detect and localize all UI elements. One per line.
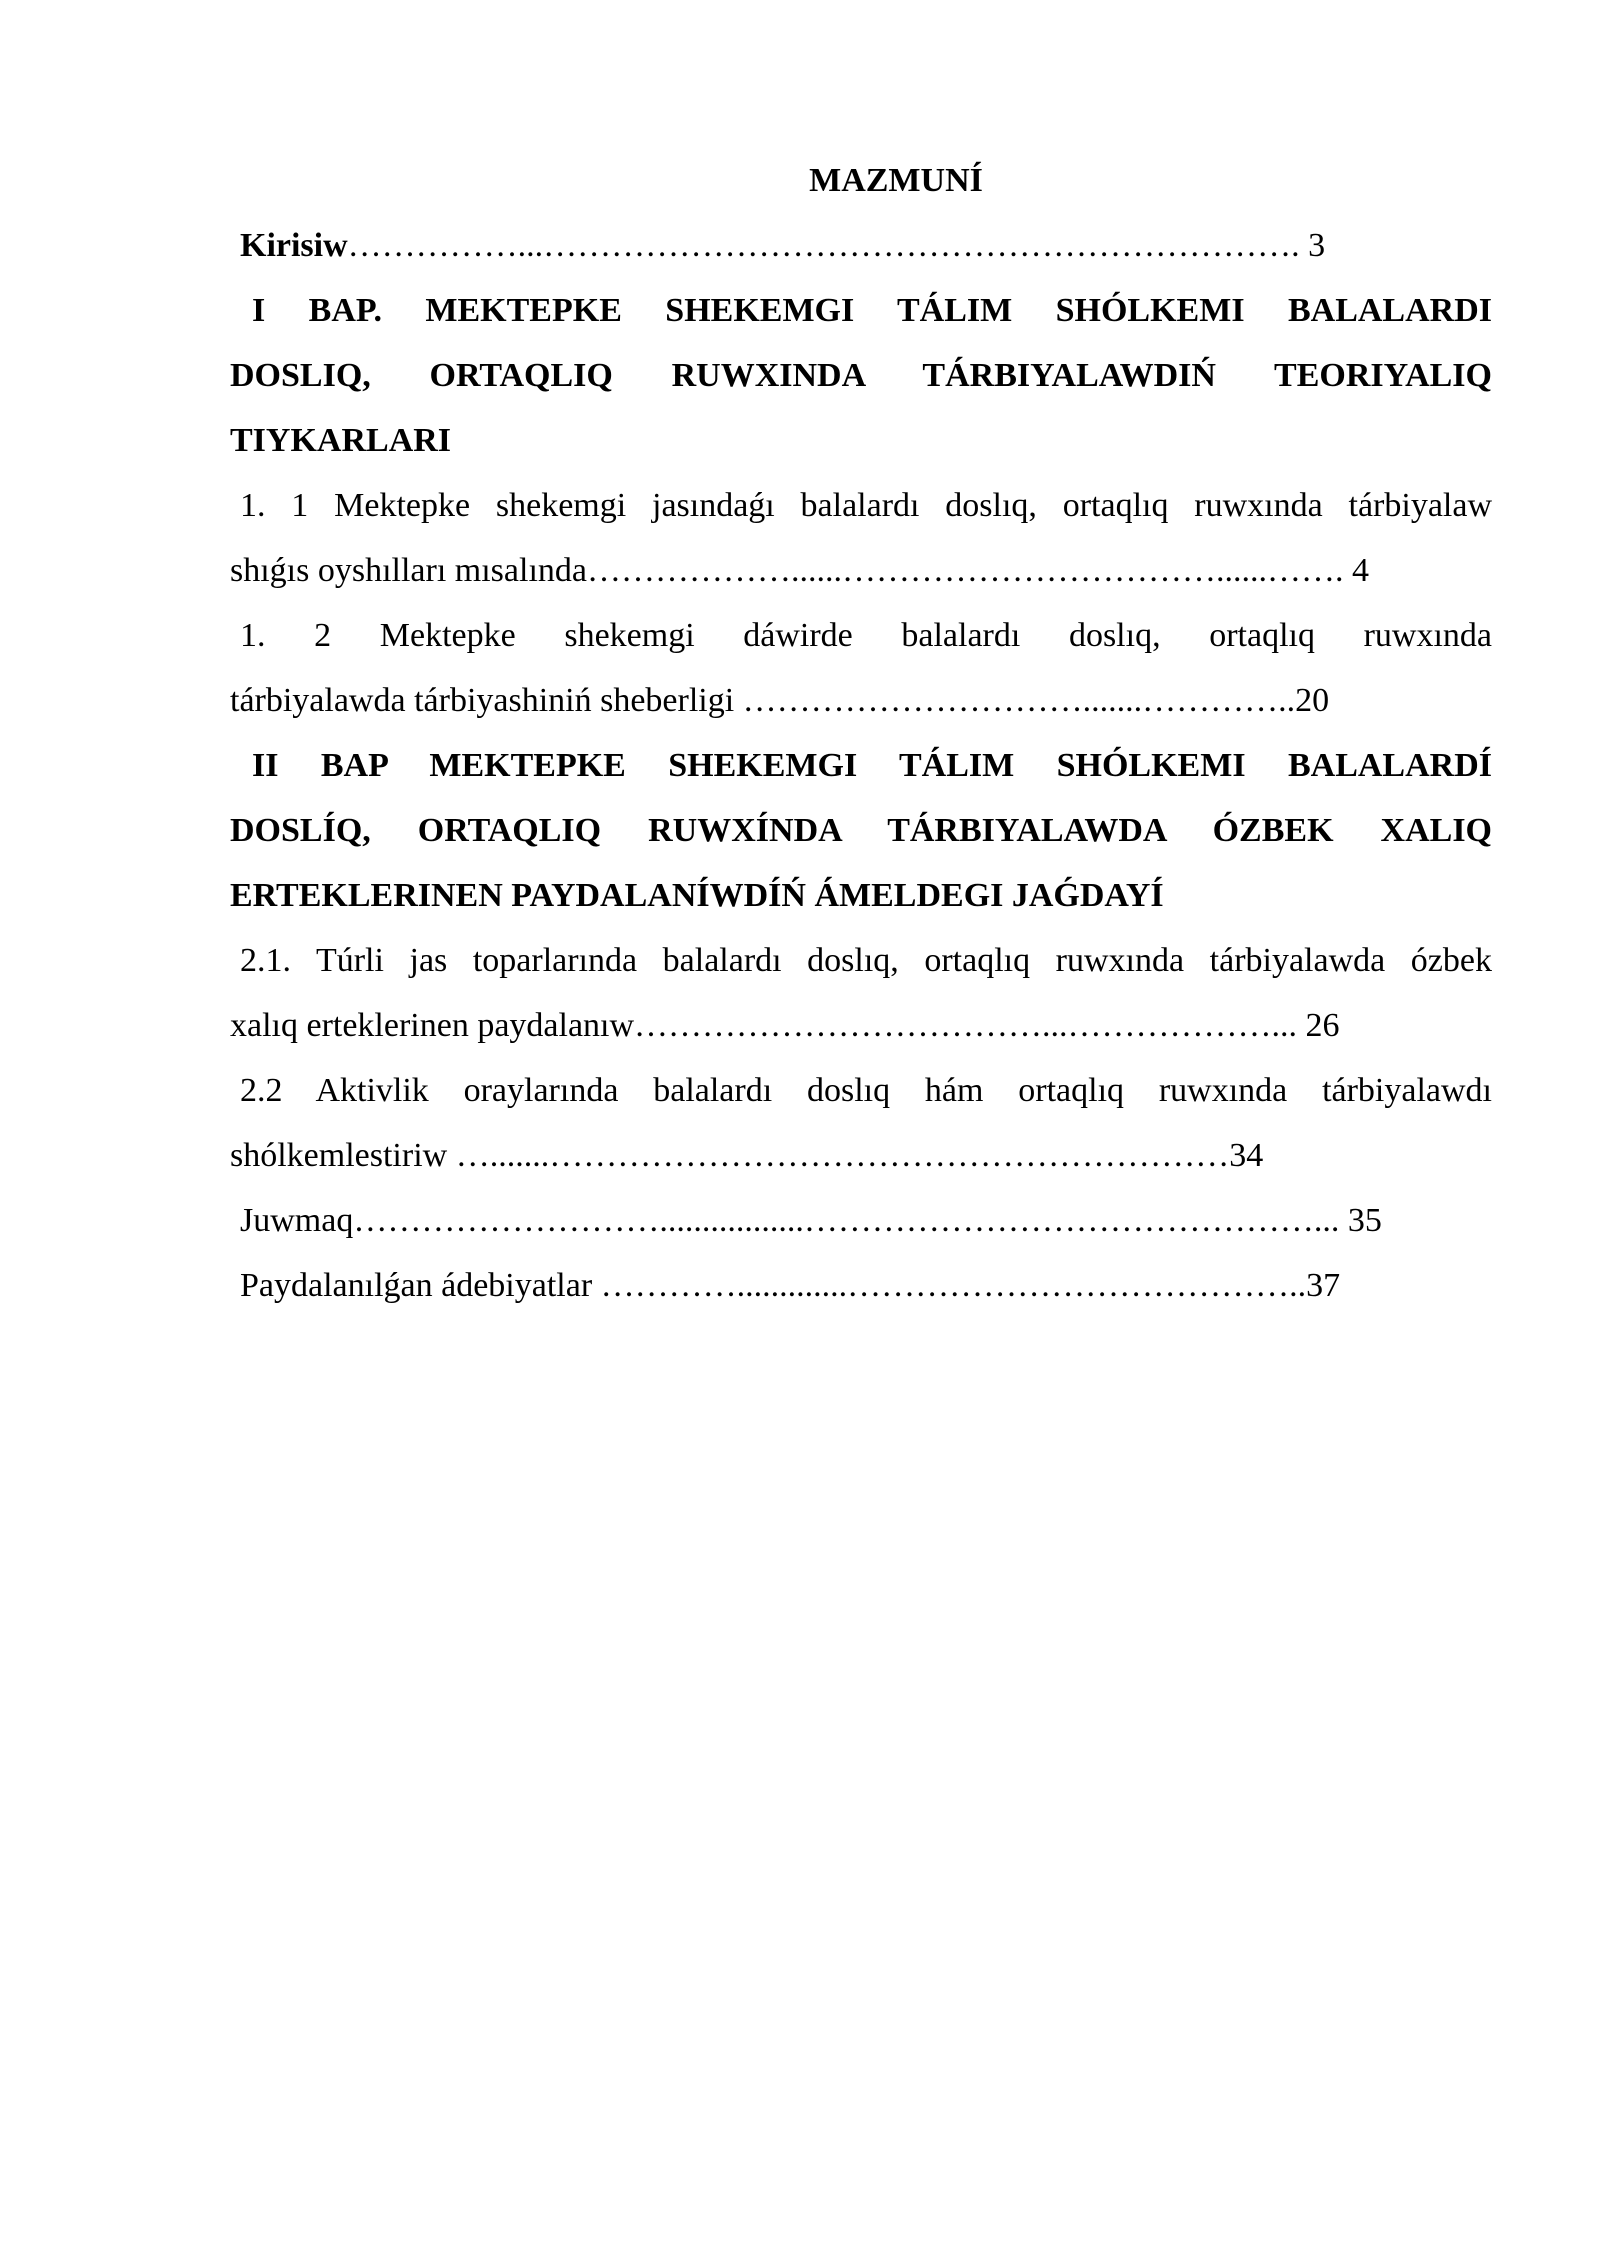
toc-section-1-1-line1: 1. 1 Mektepke shekemgi jasındaǵı balalardı doslıq, ortaqlıq ruwxında tárbiyalaw	[240, 487, 1492, 524]
toc-section-2-2-line1: 2.2 Aktivlik oraylarında balalardı doslıq hám ortaqlıq ruwxında tárbiyalawdı	[240, 1072, 1492, 1109]
table-of-contents	[230, 148, 1492, 1318]
toc-entry-references: Paydalanılǵan ádebiyatlar ………….............…………………………………..37	[240, 1267, 1341, 1304]
toc-chapter1-line1: I BAP. MEKTEPKE SHEKEMGI TÁLIM SHÓLKEMI BALALARDI	[252, 292, 1492, 329]
toc-section-2-2-line2: shólkemlestiriw ….......……………………………………………………34	[230, 1137, 1264, 1174]
toc-chapter2-line1: II BAP MEKTEPKE SHEKEMGI TÁLIM SHÓLKEMI BALALARDÍ	[252, 747, 1492, 784]
toc-entry-label: Kirisiw	[240, 227, 348, 264]
toc-chapter1-line2: DOSLIQ, ORTAQLIQ RUWXINDA TÁRBIYALAWDIŃ TEORIYALIQ	[230, 357, 1492, 394]
toc-section-2-1-line1: 2.1. Túrli jas toparlarında balalardı doslıq, ortaqlıq ruwxında tárbiyalawda ózbek	[240, 942, 1492, 979]
toc-section-1-2-line2: tárbiyalawda tárbiyashiniń sheberligi ………………………….......…………..20	[230, 682, 1330, 719]
toc-section-1-2-line1: 1. 2 Mektepke shekemgi dáwirde balalardı doslıq, ortaqlıq ruwxında	[240, 617, 1492, 654]
toc-title: MAZMUNÍ	[809, 162, 983, 199]
toc-entry-conclusion: Juwmaq……………………….................………………………………………... 35	[240, 1202, 1382, 1239]
toc-entry-leader: ……………...…………………………………………………………. 3	[347, 227, 1326, 264]
toc-entry-intro	[230, 213, 1492, 278]
toc-chapter2-line3: ERTEKLERINEN PAYDALANÍWDÍŃ ÁMELDEGI JAǴDAYÍ	[230, 877, 1164, 914]
toc-section-1-1-line2: shıǵıs oyshılları mısalında………………......……………………………......……. 4	[230, 552, 1369, 589]
toc-section-2-1-line2: xalıq erteklerinen paydalanıw………………………………...………………... 26	[230, 1007, 1340, 1044]
toc-chapter1-line3: TIYKARLARI	[230, 422, 452, 459]
toc-chapter2-line2: DOSLÍQ, ORTAQLIQ RUWXÍNDA TÁRBIYALAWDA ÓZBEK XALIQ	[230, 812, 1492, 849]
